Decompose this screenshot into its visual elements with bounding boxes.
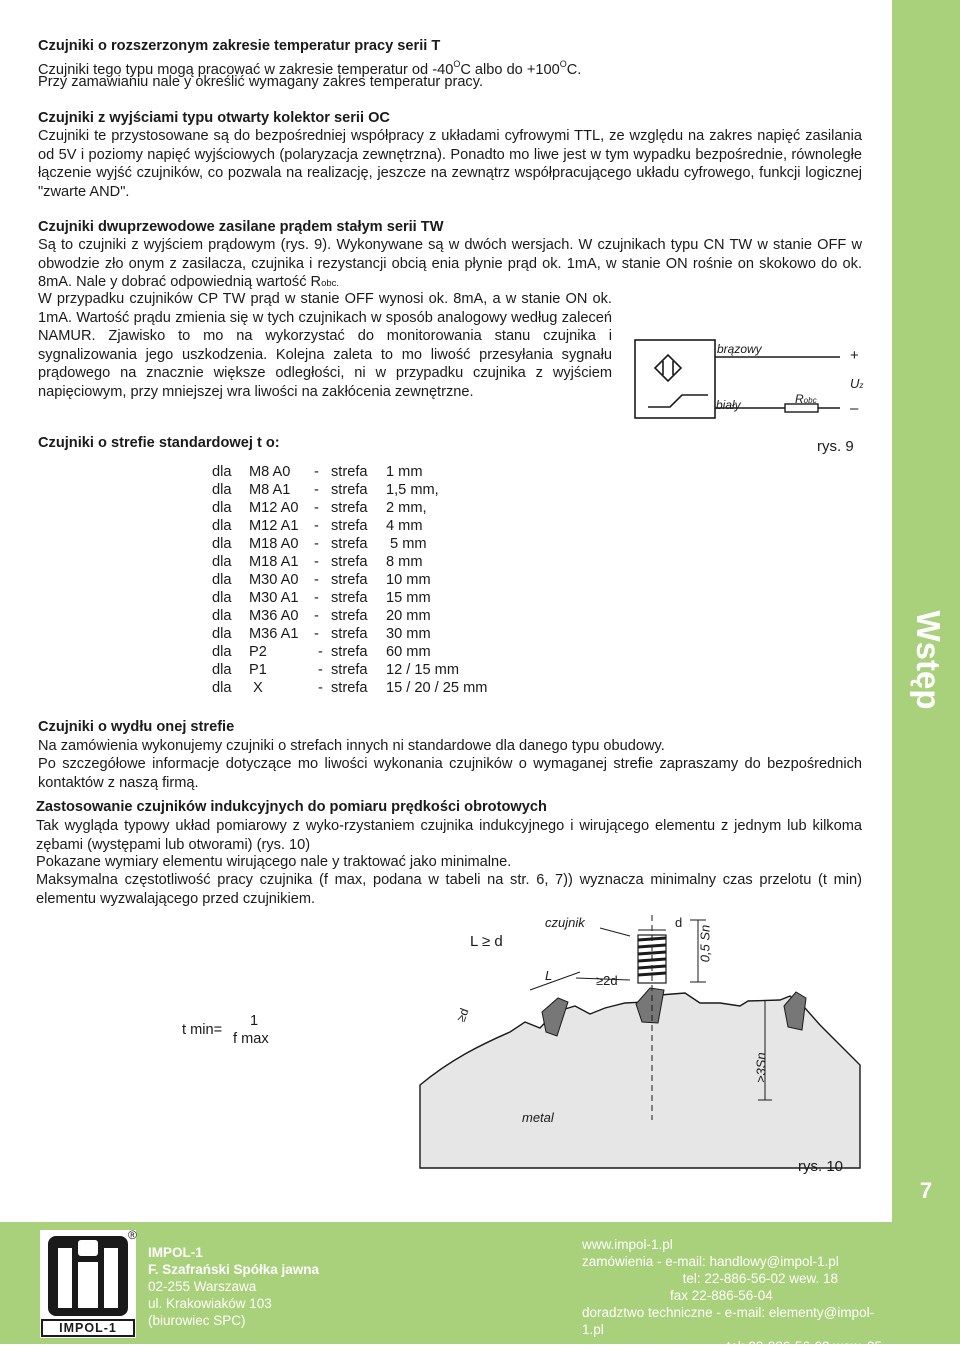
strefa-cell: M8 A0 (249, 464, 291, 480)
orders-phone: tel: 22-886-56-02 wew. 18 (682, 1271, 838, 1286)
label-05-sn: 0,5 Sn (697, 924, 713, 963)
company-logo (40, 1230, 136, 1338)
tw-paragraph-1: Są to czujniki z wyjściem prądowym (rys. 9). Wykonywane są w dwóch wersjach. W czujnikach typu CN TW w stanie OFF w obwodzie zło onym z zasilacza, czujnika i rezystancji obcią enia płynie prąd ok. 1mA, w stanie ON rośnie on skokowo do ok. 8mA. Nale y dobrać odpowiednią wartość Robc. (38, 237, 862, 291)
strefa-cell: - (314, 482, 319, 498)
strefa-cell: strefa (331, 536, 368, 552)
section-title-oc: Czujniki z wyjściami typu otwarty kolektor serii OC (38, 110, 390, 126)
wydl-line-1: Na zamówienia wykonujemy czujniki o strefach innych ni standardowe dla danego typu obudowy. (38, 738, 665, 754)
strefa-cell: 30 mm (386, 626, 431, 642)
strefa-cell: 60 mm (386, 644, 431, 660)
formula-denominator: f max (233, 1031, 269, 1047)
strefa-cell: strefa (331, 626, 368, 642)
strefa-cell: 8 mm (386, 554, 423, 570)
wydl-line-2: Po szczegółowe informacje dotyczące mo liwości wykonania czujników o wymaganej strefie zapraszamy do bezpośrednich kontaktów z naszą firmą. (38, 756, 862, 791)
strefa-table (212, 463, 526, 697)
strefa-cell: 5 mm (386, 536, 427, 552)
company-city: 02-255 Warszawa (148, 1279, 257, 1294)
strefa-cell: dla (212, 644, 232, 660)
strefa-cell: strefa (331, 482, 368, 498)
oc-paragraph: Czujniki te przystosowane są do bezpośredniej współpracy z układami cyfrowymi TTL, ze względu na zakres napięć zasilania od 5V i poziomy napięć wyjściowych (polaryzacja zewnętrzna). Ponadto mo liwe jest w tym wypadku bezpośrednie, równoległe łączenie wyjść czujników, co pozwala na realizację, jeszcze na zewnątrz współpracującego układu cyfrowego, funkcji logicznej "zwarte AND". (38, 128, 862, 200)
strefa-cell: strefa (331, 500, 368, 516)
strefa-cell: - (314, 464, 319, 480)
strefa-cell: 1 mm (386, 464, 423, 480)
website-link[interactable]: www.impol-1.pl (582, 1237, 673, 1252)
strefa-cell: - (314, 500, 319, 516)
temp-line-1: Czujniki tego typu mogą pracować w zakresie temperatur od $-40^OC$ albo do $+100^OC$. (38, 59, 582, 78)
side-chapter-title: Wstęp (910, 610, 947, 710)
registered-mark: ® (128, 1228, 137, 1242)
strefa-cell: dla (212, 482, 232, 498)
label-czujnik: czujnik (545, 915, 585, 930)
strefa-cell: strefa (331, 662, 368, 678)
zast-line-1: Tak wygląda typowy układ pomiarowy z wyko-rzystaniem czujnika indukcyjnego i wirującego elementu z jednym lub kilkoma zębami (występami lub otworami) (rys. 10) (36, 818, 862, 853)
figure-10-caption: rys. 10 (798, 1158, 844, 1175)
orders-email[interactable]: zamówienia - e-mail: handlowy@impol-1.pl (582, 1254, 839, 1269)
contact-info (582, 1236, 882, 1355)
strefa-cell: M18 A1 (249, 554, 299, 570)
section-title-tw: Czujniki dwuprzewodowe zasilane prądem stałym serii TW (38, 219, 444, 235)
strefa-row (212, 625, 526, 643)
strefa-cell: 2 mm, (386, 500, 427, 516)
company-street: ul. Krakowiaków 103 (148, 1296, 272, 1311)
company-building: (biurowiec SPC) (148, 1313, 246, 1328)
zast-line-3: Maksymalna częstotliwość pracy czujnika (f max, podana w tabeli na str. 6, 7)) wyznacza minimalny czas przelotu (t min) elementu wyzwalającego przed czujnikiem. (36, 872, 862, 907)
section-title-zast: Zastosowanie czujników indukcyjnych do pomiaru prędkości obrotowych (36, 799, 547, 815)
strefa-cell: - (314, 518, 319, 534)
strefa-cell: strefa (331, 590, 368, 606)
resistor-label: Robc (795, 392, 817, 406)
tech-phone: tel: 22-886-56-02 wew. 25 (726, 1339, 882, 1354)
strefa-row (212, 481, 526, 499)
zast-line-2: Pokazane wymiary elementu wirującego nale y traktować jako minimalne. (36, 854, 512, 870)
label-d: d (675, 915, 683, 930)
temp-line-2: Przy zamawianiu nale y określić wymagany zakres temperatur pracy. (38, 74, 484, 90)
strefa-row (212, 535, 526, 553)
figure-9-caption: rys. 9 (817, 438, 854, 455)
strefa-cell: strefa (331, 572, 368, 588)
strefa-cell: X (249, 680, 263, 696)
strefa-cell: dla (212, 608, 232, 624)
strefa-cell: dla (212, 662, 232, 678)
strefa-cell: strefa (331, 608, 368, 624)
strefa-cell: 15 mm (386, 590, 431, 606)
strefa-cell: strefa (331, 644, 368, 660)
strefa-row (212, 661, 526, 679)
strefa-cell: - (314, 680, 323, 696)
strefa-cell: M18 A0 (249, 536, 299, 552)
strefa-cell: 1,5 mm, (386, 482, 439, 498)
tech-email[interactable]: doradztwo techniczne - e-mail: elementy@impol-1.pl (582, 1305, 875, 1337)
strefa-cell: M36 A1 (249, 626, 299, 642)
formula-numerator: 1 (250, 1013, 259, 1029)
strefa-cell: P2 (249, 644, 267, 660)
orders-fax: fax 22-886-56-04 (670, 1288, 773, 1303)
strefa-cell: M36 A0 (249, 608, 299, 624)
label-ge-d: ≥d (453, 1006, 472, 1024)
strefa-row (212, 463, 526, 481)
strefa-cell: dla (212, 590, 232, 606)
strefa-row (212, 553, 526, 571)
formula-left: t min= (182, 1022, 223, 1038)
strefa-cell: M8 A1 (249, 482, 291, 498)
strefa-cell: strefa (331, 518, 368, 534)
section-title-temp: Czujniki o rozszerzonym zakresie temperatur pracy serii T (38, 38, 441, 54)
strefa-row (212, 517, 526, 535)
strefa-row (212, 499, 526, 517)
label-ge-2d: ≥2d (596, 973, 618, 988)
minus-label: – (850, 400, 859, 417)
strefa-cell: P1 (249, 662, 267, 678)
strefa-cell: - (314, 554, 319, 570)
tw-paragraph-2: W przypadku czujników CP TW prąd w stanie OFF wynosi ok. 8mA, a w stanie ON ok. 1mA. Wartość prądu zmienia się w tych czujnikach w sposób analogowy według zaleceń NAMUR. Zjawisko to mo na wykorzystać do monitorowania stanu czujnika i sygnalizowania jego uszkodzenia. Kolejna zaleta to mo liwość przesyłania sygnału prądowego na znacznie większe odległości, ni w przypadku czujnika z wyjściem napięciowym, przy mniejszej wra liwości na zakłócenia zewnętrzne. (38, 291, 612, 400)
label-3-sn: ≥3Sn (753, 1052, 769, 1083)
logo-text: IMPOL-1 (59, 1321, 117, 1335)
voltage-label: Uz (850, 376, 864, 391)
label-l-ge-d: L ≥ d (470, 933, 503, 950)
strefa-cell: - (314, 536, 319, 552)
strefa-cell: dla (212, 626, 232, 642)
strefa-row (212, 607, 526, 625)
strefa-row (212, 571, 526, 589)
wire-brown-label: brązowy (717, 342, 762, 356)
strefa-cell: - (314, 662, 323, 678)
strefa-cell: 10 mm (386, 572, 431, 588)
strefa-row (212, 589, 526, 607)
company-full-name: F. Szafrański Spółka jawna (148, 1262, 320, 1277)
section-title-wydl: Czujniki o wydłu onej strefie (38, 719, 235, 735)
strefa-cell: M30 A0 (249, 572, 299, 588)
strefa-cell: - (314, 572, 319, 588)
plus-label: + (850, 347, 859, 364)
wire-white-label: biały (716, 398, 741, 412)
strefa-cell: 20 mm (386, 608, 431, 624)
strefa-cell: - (314, 608, 319, 624)
strefa-cell: dla (212, 464, 232, 480)
section-title-strefa: Czujniki o strefie standardowej t o: (38, 435, 280, 451)
strefa-cell: strefa (331, 680, 368, 696)
strefa-cell: 15 / 20 / 25 mm (386, 680, 488, 696)
strefa-cell: dla (212, 536, 232, 552)
strefa-cell: - (314, 644, 323, 660)
strefa-cell: strefa (331, 464, 368, 480)
strefa-cell: dla (212, 518, 232, 534)
company-name: IMPOL-1 (148, 1245, 203, 1260)
company-info (148, 1244, 319, 1329)
strefa-cell: M30 A1 (249, 590, 299, 606)
page-number: 7 (919, 1178, 933, 1203)
strefa-cell: 12 / 15 mm (386, 662, 459, 678)
strefa-cell: dla (212, 572, 232, 588)
strefa-cell: dla (212, 554, 232, 570)
strefa-row (212, 679, 526, 697)
label-metal: metal (522, 1110, 554, 1125)
figure-10 (360, 910, 880, 1170)
strefa-cell: dla (212, 680, 232, 696)
strefa-row (212, 643, 526, 661)
strefa-cell: - (314, 626, 319, 642)
strefa-cell: strefa (331, 554, 368, 570)
strefa-cell: dla (212, 500, 232, 516)
label-l: L (545, 968, 553, 983)
strefa-cell: M12 A1 (249, 518, 299, 534)
strefa-cell: M12 A0 (249, 500, 299, 516)
strefa-cell: - (314, 590, 319, 606)
strefa-cell: 4 mm (386, 518, 423, 534)
